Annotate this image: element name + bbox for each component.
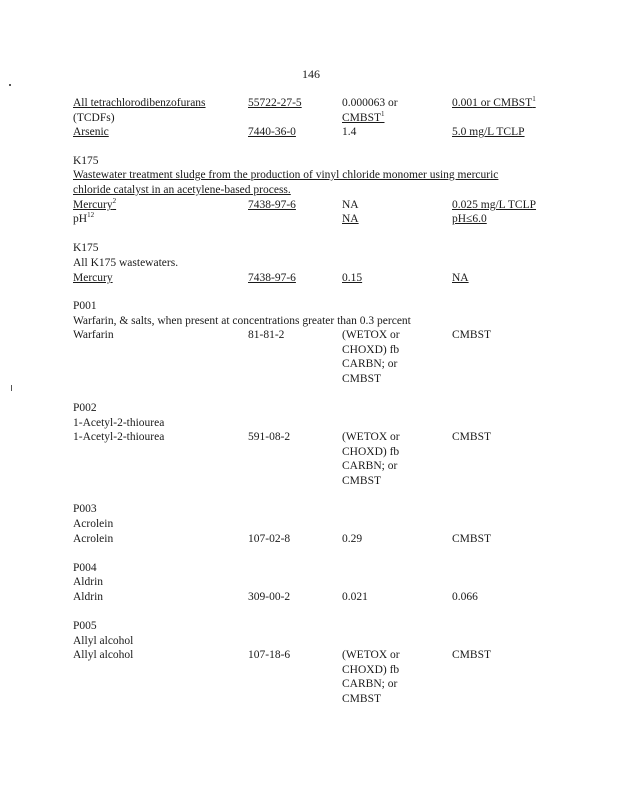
wastewater-standard: CARBN; or bbox=[342, 678, 398, 690]
constituent-name: Allyl alcohol bbox=[73, 649, 134, 661]
waste-code: P003 bbox=[73, 503, 97, 515]
cas-number: 7438-97-6 bbox=[248, 199, 296, 211]
cas-number: 7440-36-0 bbox=[248, 126, 296, 138]
cas-number: 55722-27-5 bbox=[248, 97, 302, 109]
waste-description: Aldrin bbox=[73, 576, 104, 588]
constituent-name: Arsenic bbox=[73, 126, 109, 138]
constituent-name: Mercury$^2$ bbox=[73, 197, 117, 211]
constituent-name: All tetrachlorodibenzofurans bbox=[73, 97, 206, 109]
wastewater-standard: CMBST bbox=[342, 475, 381, 487]
wastewater-standard: (WETOX or bbox=[342, 431, 400, 443]
nonwastewater-standard: CMBST bbox=[452, 649, 491, 661]
waste-code: P004 bbox=[73, 562, 97, 574]
cas-number: 81-81-2 bbox=[248, 329, 285, 341]
cas-number: 591-08-2 bbox=[248, 431, 291, 443]
wastewater-standard: CMBST bbox=[342, 373, 381, 385]
waste-description: All K175 wastewaters. bbox=[73, 257, 179, 269]
footnote-ref: 12 bbox=[87, 211, 95, 220]
wastewater-standard: (WETOX or bbox=[342, 649, 400, 661]
constituent-name: Mercury bbox=[73, 272, 113, 284]
nonwastewater-standard: 0.066 bbox=[452, 591, 478, 603]
constituent-name: (TCDFs) bbox=[73, 112, 115, 124]
wastewater-standard: 0.29 bbox=[342, 533, 363, 545]
nonwastewater-standard: 0.001 or CMBST$^1$ bbox=[452, 95, 536, 109]
waste-description: Wastewater treatment sludge from the production of vinyl chloride monomer using mercuric bbox=[73, 169, 499, 181]
wastewater-standard: CHOXD) fb bbox=[342, 344, 400, 356]
nonwastewater-standard: NA bbox=[452, 272, 469, 284]
margin-mark bbox=[11, 385, 12, 391]
waste-code: P005 bbox=[73, 620, 97, 632]
footnote-ref: 1 bbox=[532, 95, 536, 104]
wastewater-standard: 0.021 bbox=[342, 591, 368, 603]
waste-code: K175 bbox=[73, 155, 99, 167]
nonwastewater-standard: pH≤6.0 bbox=[452, 213, 487, 225]
wastewater-standard: CHOXD) fb bbox=[342, 446, 400, 458]
waste-description: Acrolein bbox=[73, 518, 114, 530]
wastewater-standard: CMBST bbox=[342, 693, 381, 705]
wastewater-standard: NA bbox=[342, 213, 359, 225]
waste-description: Warfarin, & salts, when present at concentrations greater than 0.3 percent bbox=[73, 315, 411, 327]
wastewater-standard: 0.15 bbox=[342, 272, 363, 284]
wastewater-standard: (WETOX or bbox=[342, 329, 400, 341]
wastewater-standard: CARBN; or bbox=[342, 460, 398, 472]
wastewater-standard: CARBN; or bbox=[342, 358, 398, 370]
footnote-ref: 2 bbox=[112, 197, 117, 206]
waste-code: P001 bbox=[73, 300, 97, 312]
wastewater-standard: 1.4 bbox=[342, 126, 357, 138]
constituent-name: $pH^{12}$ bbox=[73, 211, 95, 225]
cas-number: 107-18-6 bbox=[248, 649, 291, 661]
nonwastewater-standard: 5.0 mg/L TCLP bbox=[452, 126, 525, 138]
footnote-ref: 1 bbox=[381, 110, 385, 119]
nonwastewater-standard: CMBST bbox=[452, 329, 491, 341]
waste-description: 1-Acetyl-2-thiourea bbox=[73, 417, 165, 429]
wastewater-standard: CHOXD) fb bbox=[342, 664, 400, 676]
waste-code: K175 bbox=[73, 242, 99, 254]
cas-number: 309-00-2 bbox=[248, 591, 291, 603]
wastewater-standard: NA bbox=[342, 199, 359, 211]
page-number: 146 bbox=[302, 67, 320, 81]
waste-description: chloride catalyst in an acetylene-based process. bbox=[73, 184, 291, 196]
nonwastewater-standard: CMBST bbox=[452, 533, 491, 545]
waste-description: Allyl alcohol bbox=[73, 635, 134, 647]
waste-code: P002 bbox=[73, 402, 97, 414]
constituent-name: Warfarin bbox=[73, 329, 114, 341]
constituent-name: 1-Acetyl-2-thiourea bbox=[73, 431, 165, 443]
cas-number: 7438-97-6 bbox=[248, 272, 296, 284]
cas-number: 107-02-8 bbox=[248, 533, 291, 545]
wastewater-standard: 0.000063 or bbox=[342, 97, 398, 109]
nonwastewater-standard: 0.025 mg/L TCLP bbox=[452, 199, 537, 211]
margin-mark bbox=[9, 84, 11, 86]
nonwastewater-standard: CMBST bbox=[452, 431, 491, 443]
wastewater-standard: CMBST$^1$ bbox=[342, 110, 385, 124]
constituent-name: Aldrin bbox=[73, 591, 104, 603]
constituent-name: Acrolein bbox=[73, 533, 114, 545]
